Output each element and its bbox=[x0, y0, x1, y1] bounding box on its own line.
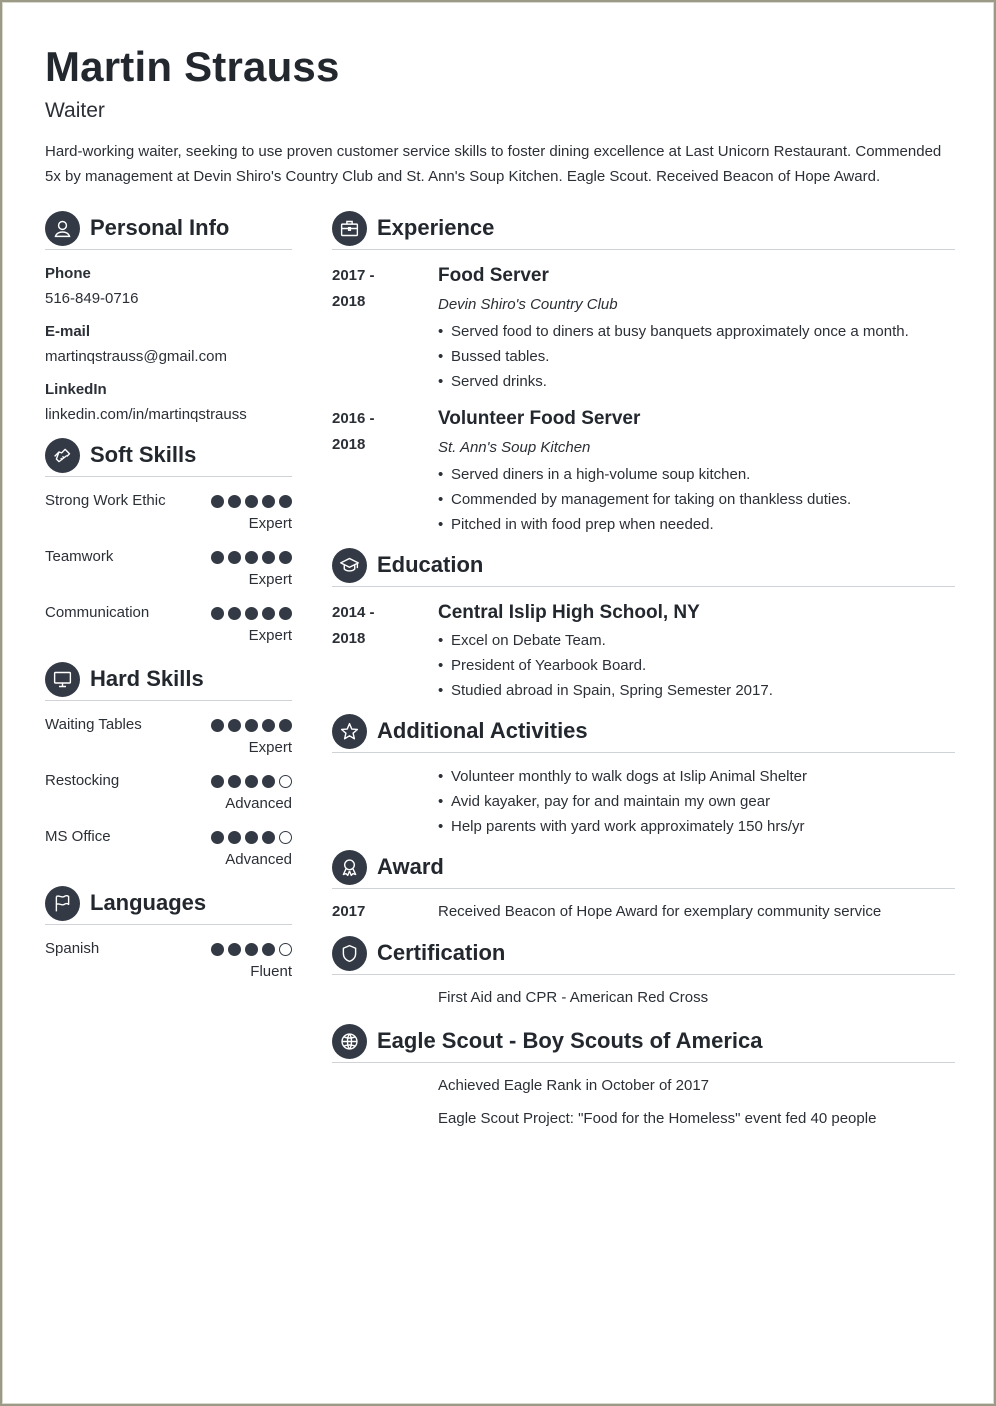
bullet-item: • Commended by management for taking on thankless duties. bbox=[438, 487, 955, 512]
skill-rating bbox=[207, 943, 292, 956]
skill-row bbox=[45, 491, 292, 547]
section-header bbox=[45, 885, 292, 921]
rating-dot-filled bbox=[262, 831, 275, 844]
date-end: 2018 bbox=[332, 630, 366, 647]
bullet-list bbox=[438, 462, 955, 537]
section-header bbox=[45, 437, 292, 473]
summary-text: Hard-working waiter, seeking to use proven customer service skills to foster dining excellence at Last Unicorn Restaurant. Commended 5x by management at Devin Shiro's Country Club and St. Ann's Soup Kitchen. Eagle Scout. Received Beacon of Hope Award. bbox=[45, 143, 942, 185]
employer: Devin Shiro's Country Club bbox=[438, 296, 618, 313]
rating-dot-empty bbox=[279, 831, 292, 844]
certification-section bbox=[332, 935, 955, 1009]
skill-row bbox=[45, 771, 292, 827]
entry-date: 2017 bbox=[332, 903, 366, 920]
skill-level: Fluent bbox=[250, 963, 292, 980]
bullet-item: • Avid kayaker, pay for and maintain my own gear bbox=[438, 789, 955, 814]
skills-list bbox=[45, 715, 292, 883]
rating-dot-filled bbox=[245, 495, 258, 508]
candidate-title: Waiter bbox=[45, 99, 105, 122]
section-title: Hard Skills bbox=[90, 666, 204, 691]
experience-entry bbox=[332, 263, 955, 394]
job-title: Food Server bbox=[438, 265, 549, 286]
date-end: 2018 bbox=[332, 436, 366, 453]
section-header bbox=[332, 547, 955, 583]
info-label: LinkedIn bbox=[45, 381, 107, 398]
eagle-scout-section bbox=[332, 1023, 955, 1130]
skill-rating bbox=[207, 775, 292, 788]
bullet-item: • Bussed tables. bbox=[438, 344, 955, 369]
rating-dot-filled bbox=[211, 943, 224, 956]
rating-dot-filled bbox=[245, 719, 258, 732]
bullet-item: • Served drinks. bbox=[438, 369, 955, 394]
rating-dot-filled bbox=[211, 607, 224, 620]
skill-level: Expert bbox=[248, 739, 292, 756]
skill-name: Strong Work Ethic bbox=[45, 492, 166, 509]
rating-dot-filled bbox=[228, 607, 241, 620]
skill-level: Advanced bbox=[225, 851, 292, 868]
rating-dot-filled bbox=[262, 551, 275, 564]
info-label: E-mail bbox=[45, 323, 91, 340]
section-divider bbox=[332, 752, 955, 753]
skill-row bbox=[45, 603, 292, 659]
date-start: 2017 - bbox=[332, 267, 375, 284]
skill-row bbox=[45, 827, 292, 883]
award-entry bbox=[332, 901, 955, 923]
section-title: Certification bbox=[377, 940, 506, 965]
skills-list bbox=[45, 491, 292, 659]
section-divider bbox=[45, 476, 292, 477]
info-value: martinqstrauss@gmail.com bbox=[45, 348, 227, 365]
info-value: 516-849-0716 bbox=[45, 290, 139, 307]
entry-date bbox=[332, 406, 412, 458]
entry-body bbox=[438, 263, 955, 394]
section-title: Award bbox=[377, 854, 444, 879]
employer: St. Ann's Soup Kitchen bbox=[438, 439, 591, 456]
activities-section bbox=[332, 713, 955, 839]
rating-dot-filled bbox=[228, 831, 241, 844]
education-entry bbox=[332, 600, 955, 703]
entry-body bbox=[438, 600, 955, 703]
section-title: Languages bbox=[90, 890, 207, 915]
rating-dot-empty bbox=[279, 943, 292, 956]
award-text: Received Beacon of Hope Award for exemplary community service bbox=[438, 903, 882, 920]
skill-name: Restocking bbox=[45, 772, 120, 789]
experience-section bbox=[332, 210, 955, 537]
candidate-name: Martin Strauss bbox=[45, 43, 340, 90]
rating-dot-filled bbox=[211, 831, 224, 844]
section-header bbox=[45, 661, 292, 697]
skill-rating bbox=[207, 551, 292, 564]
skill-rating bbox=[207, 719, 292, 732]
resume-header bbox=[45, 42, 955, 189]
entry-body bbox=[438, 1075, 955, 1130]
bullet-item: • Excel on Debate Team. bbox=[438, 628, 955, 653]
info-email bbox=[45, 322, 292, 367]
date-end: 2018 bbox=[332, 293, 366, 310]
section-divider bbox=[332, 249, 955, 250]
rating-dot-filled bbox=[228, 719, 241, 732]
monitor-icon bbox=[45, 662, 80, 697]
section-divider bbox=[45, 924, 292, 925]
languages-section bbox=[45, 885, 292, 995]
rating-dot-filled bbox=[279, 495, 292, 508]
section-divider bbox=[332, 586, 955, 587]
bullet-item: • Pitched in with food prep when needed. bbox=[438, 512, 955, 537]
skill-name: MS Office bbox=[45, 828, 111, 845]
section-title: Additional Activities bbox=[377, 718, 588, 743]
bullet-item: • Served diners in a high-volume soup kitchen. bbox=[438, 462, 955, 487]
left-column bbox=[45, 210, 292, 995]
bullet-item: • Served food to diners at busy banquets approximately once a month. bbox=[438, 319, 955, 344]
section-header bbox=[332, 713, 955, 749]
skill-name: Waiting Tables bbox=[45, 716, 142, 733]
section-divider bbox=[332, 974, 955, 975]
rating-dot-filled bbox=[245, 551, 258, 564]
rating-dot-filled bbox=[228, 551, 241, 564]
section-header bbox=[332, 210, 955, 246]
skill-row bbox=[45, 547, 292, 603]
flag-icon bbox=[45, 886, 80, 921]
handshake-icon bbox=[45, 438, 80, 473]
info-phone bbox=[45, 264, 292, 309]
rating-dot-filled bbox=[262, 719, 275, 732]
rating-dot-filled bbox=[279, 719, 292, 732]
section-header bbox=[45, 210, 292, 246]
skill-rating bbox=[207, 495, 292, 508]
rating-dot-empty bbox=[279, 775, 292, 788]
section-divider bbox=[45, 249, 292, 250]
education-section bbox=[332, 547, 955, 703]
entry-body bbox=[438, 764, 955, 839]
skill-row bbox=[45, 939, 292, 995]
skill-name: Teamwork bbox=[45, 548, 114, 565]
section-title: Soft Skills bbox=[90, 442, 197, 467]
date-start: 2016 - bbox=[332, 410, 375, 427]
section-header bbox=[332, 1023, 955, 1059]
bullet-item: • President of Yearbook Board. bbox=[438, 653, 955, 678]
rating-dot-filled bbox=[245, 607, 258, 620]
skill-level: Expert bbox=[248, 515, 292, 532]
skill-level: Expert bbox=[248, 571, 292, 588]
bullet-list bbox=[438, 319, 955, 394]
rating-dot-filled bbox=[211, 495, 224, 508]
rating-dot-filled bbox=[262, 495, 275, 508]
bullet-item: • Studied abroad in Spain, Spring Semester 2017. bbox=[438, 678, 955, 703]
rating-dot-filled bbox=[228, 943, 241, 956]
bullet-list bbox=[438, 764, 955, 839]
info-label: Phone bbox=[45, 265, 91, 282]
job-title: Volunteer Food Server bbox=[438, 408, 641, 429]
soft-skills-section bbox=[45, 437, 292, 659]
skill-rating bbox=[207, 831, 292, 844]
bullet-item: • Help parents with yard work approximately 150 hrs/yr bbox=[438, 814, 955, 839]
rating-dot-filled bbox=[279, 551, 292, 564]
graduation-cap-icon bbox=[332, 548, 367, 583]
skill-name: Spanish bbox=[45, 940, 100, 957]
entry-body bbox=[438, 406, 955, 537]
rating-dot-filled bbox=[211, 719, 224, 732]
rating-dot-filled bbox=[262, 943, 275, 956]
certification-text: First Aid and CPR - American Red Cross bbox=[438, 989, 709, 1006]
section-title: Eagle Scout - Boy Scouts of America bbox=[377, 1028, 763, 1053]
skill-row bbox=[45, 715, 292, 771]
briefcase-icon bbox=[332, 211, 367, 246]
rating-dot-filled bbox=[228, 495, 241, 508]
section-title: Experience bbox=[377, 215, 495, 240]
section-divider bbox=[332, 888, 955, 889]
skill-rating bbox=[207, 607, 292, 620]
section-header bbox=[332, 849, 955, 885]
experience-entry bbox=[332, 406, 955, 537]
bullet-item: • Volunteer monthly to walk dogs at Islip Animal Shelter bbox=[438, 764, 955, 789]
ball-icon bbox=[332, 1024, 367, 1059]
skill-level: Expert bbox=[248, 627, 292, 644]
skills-list bbox=[45, 939, 292, 995]
skill-name: Communication bbox=[45, 604, 150, 621]
info-value: linkedin.com/in/martinqstrauss bbox=[45, 406, 247, 423]
rating-dot-filled bbox=[228, 775, 241, 788]
entry-date bbox=[332, 263, 412, 315]
date-start: 2014 - bbox=[332, 604, 375, 621]
rating-dot-filled bbox=[262, 775, 275, 788]
section-title: Personal Info bbox=[90, 215, 230, 240]
rating-dot-filled bbox=[245, 775, 258, 788]
rating-dot-filled bbox=[279, 607, 292, 620]
right-column bbox=[332, 210, 955, 1130]
personal-info-section bbox=[45, 210, 292, 425]
rating-dot-filled bbox=[211, 775, 224, 788]
rating-dot-filled bbox=[245, 943, 258, 956]
school-name: Central Islip High School, NY bbox=[438, 602, 700, 623]
bullet-list bbox=[438, 628, 955, 703]
rating-dot-filled bbox=[211, 551, 224, 564]
entry-date bbox=[332, 600, 412, 652]
shield-icon bbox=[332, 936, 367, 971]
section-title: Education bbox=[377, 552, 484, 577]
rating-dot-filled bbox=[245, 831, 258, 844]
section-header bbox=[332, 935, 955, 971]
star-icon bbox=[332, 714, 367, 749]
rating-dot-filled bbox=[262, 607, 275, 620]
skill-level: Advanced bbox=[225, 795, 292, 812]
hard-skills-section bbox=[45, 661, 292, 883]
person-icon bbox=[45, 211, 80, 246]
ribbon-icon bbox=[332, 850, 367, 885]
section-divider bbox=[332, 1062, 955, 1063]
eagle-scout-line: Achieved Eagle Rank in October of 2017 bbox=[438, 1077, 710, 1094]
section-divider bbox=[45, 700, 292, 701]
award-section bbox=[332, 849, 955, 923]
eagle-scout-line: Eagle Scout Project: "Food for the Homeless" event fed 40 people bbox=[438, 1110, 877, 1127]
info-linkedin bbox=[45, 380, 292, 425]
